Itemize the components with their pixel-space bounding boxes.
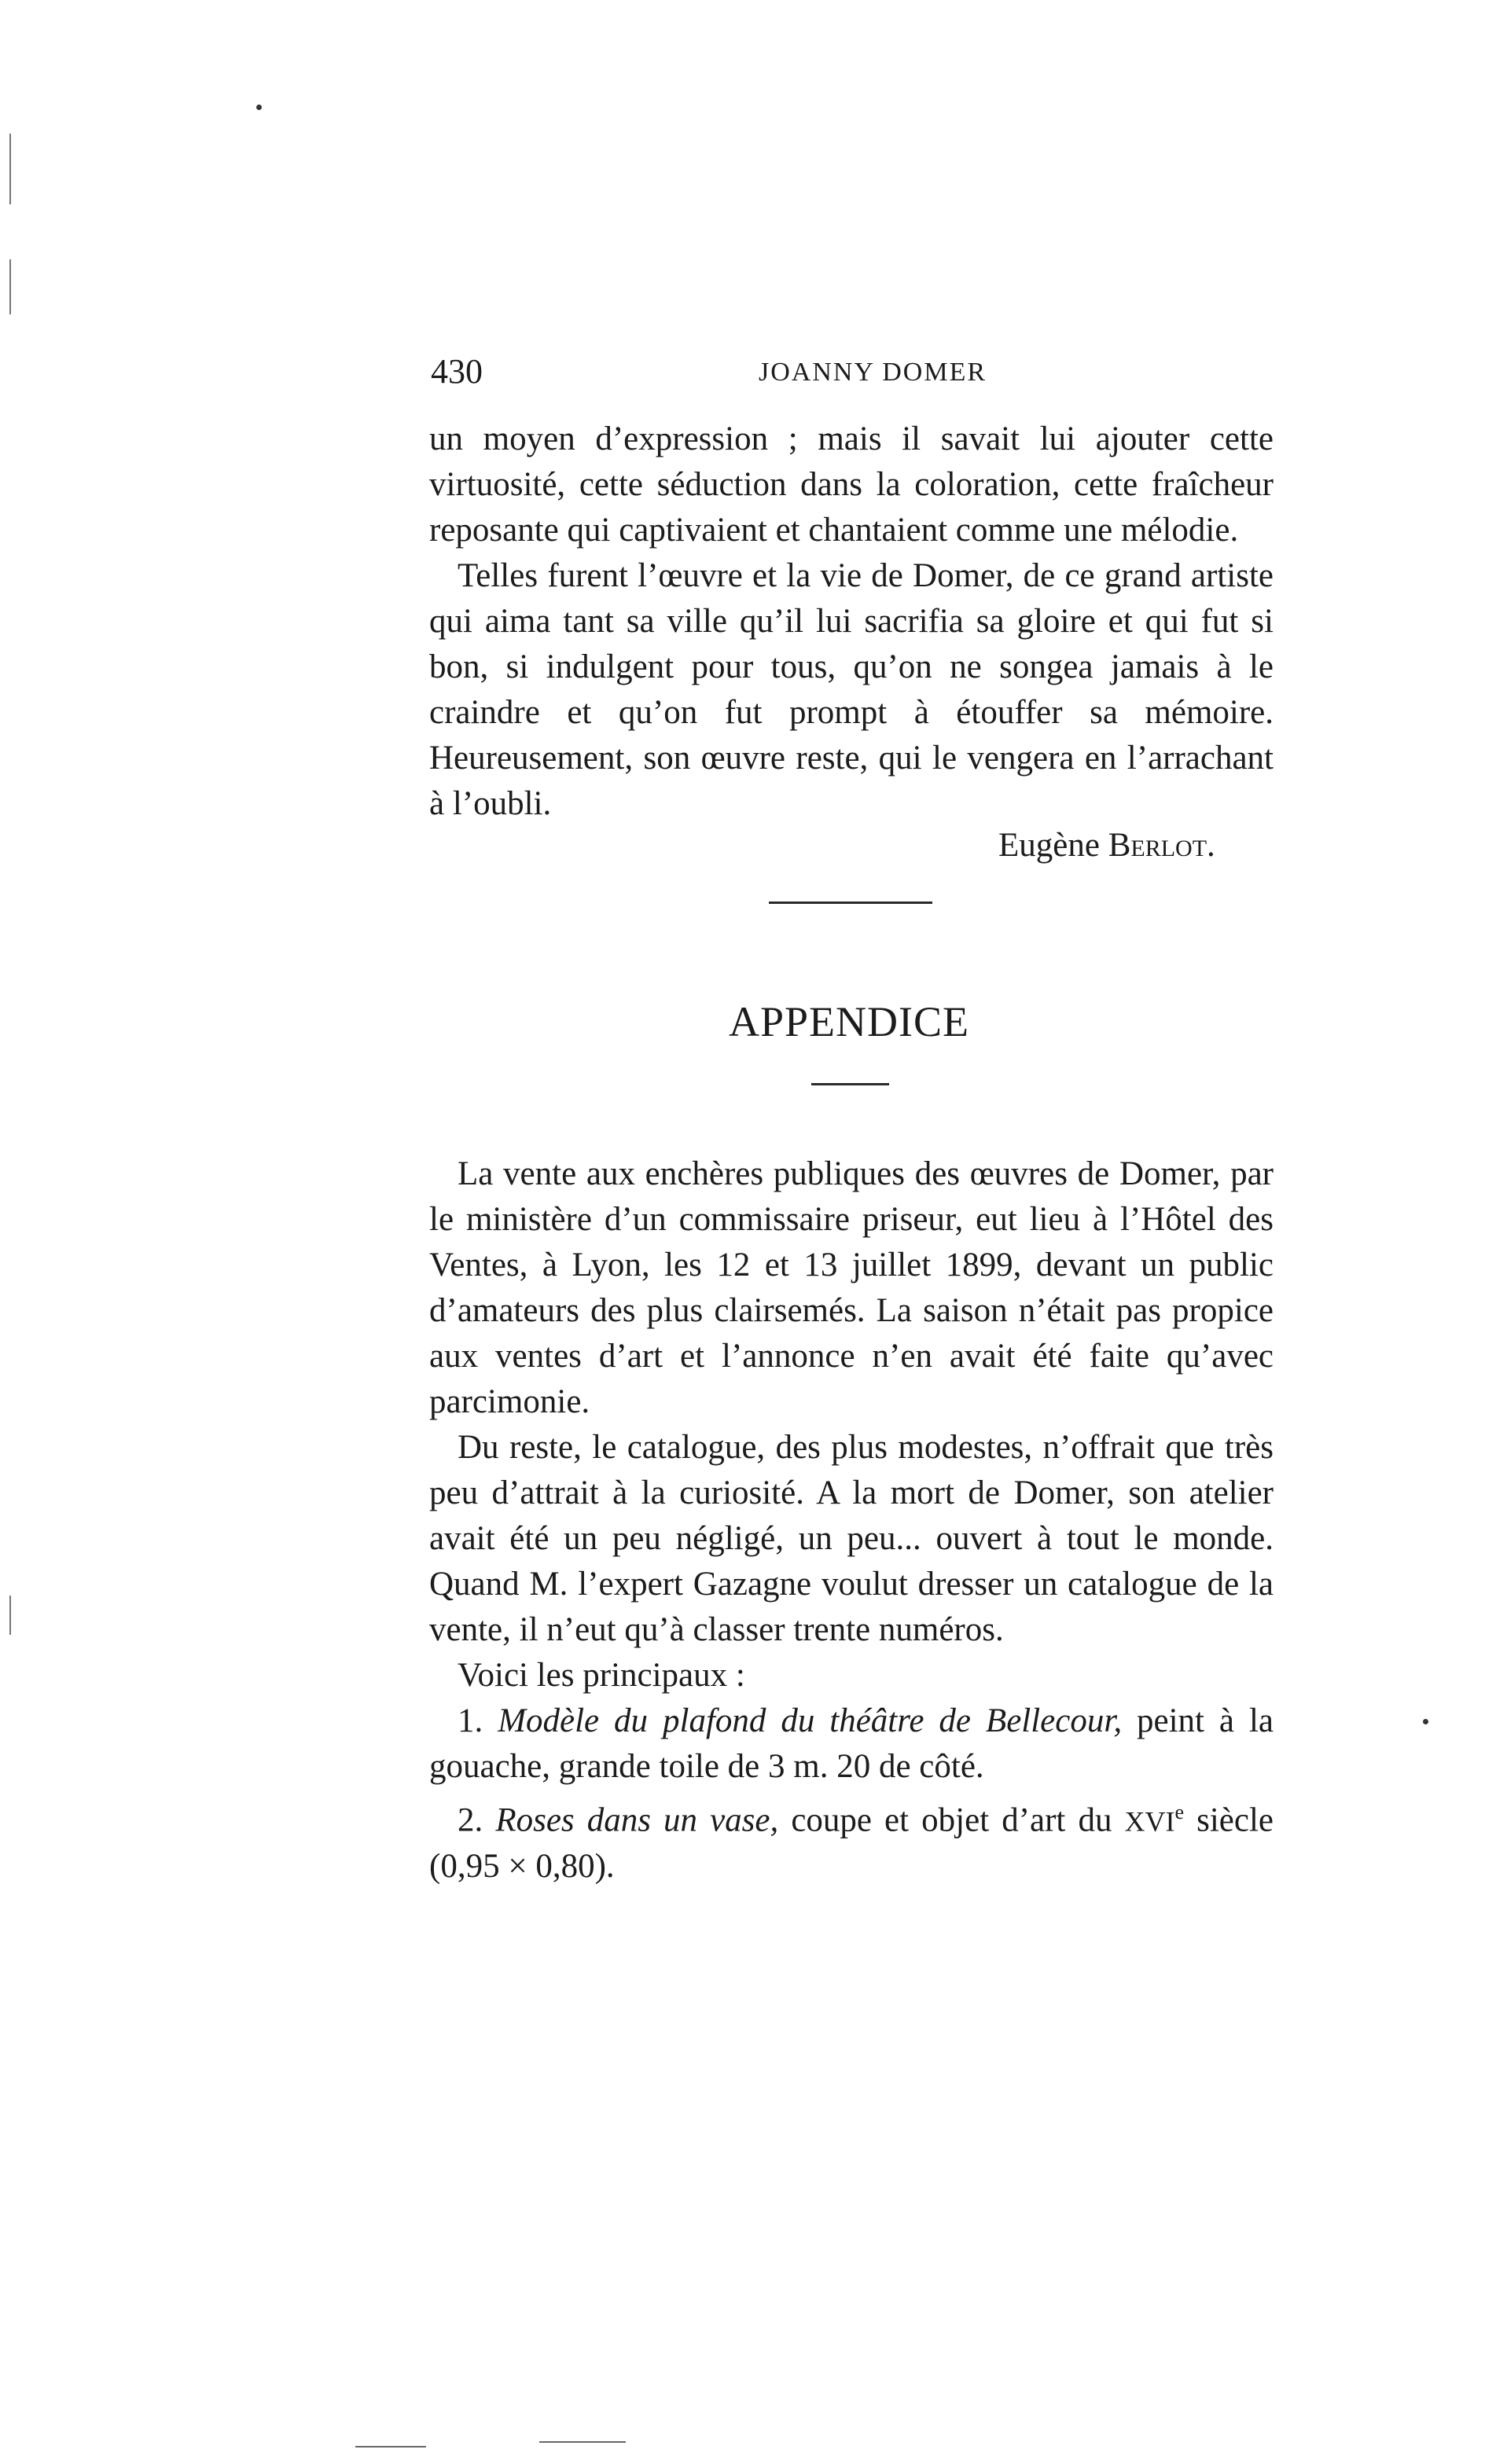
item-title: Roses dans un vase, xyxy=(495,1801,779,1839)
item-title: Modèle du plafond du théâtre de Bellecour, xyxy=(498,1702,1123,1739)
item-description-end: siècle (0,95 × 0,80). xyxy=(429,1801,1274,1886)
author-surname: Berlot. xyxy=(1108,827,1215,864)
running-title: JOANNY DOMER xyxy=(759,358,987,387)
item-description: coupe et objet d’art du xyxy=(778,1801,1125,1839)
paragraph: Voici les principaux : xyxy=(458,1657,745,1694)
scan-margin-line xyxy=(9,134,11,204)
scan-speck xyxy=(1423,1719,1428,1724)
section-divider xyxy=(769,902,932,904)
text-block-2 xyxy=(429,1151,1274,1889)
scan-margin-line xyxy=(9,1596,11,1635)
heading-underline xyxy=(811,1083,889,1085)
scan-speck xyxy=(256,105,262,110)
paragraph: Telles furent l’œuvre et la vie de Domer, de ce grand artiste qui aima tant sa ville qu’il lui sacrifia sa gloire et qui fut si bon, si indulgent pour tous, qu’on ne songea jamais à le craindre et qu’on fut prompt à étouffer sa mémoire. Heureusement, son œuvre reste, qui le vengera en l’arrachant à l’oubli. xyxy=(429,557,1274,822)
century-suffix: e xyxy=(1174,1801,1185,1823)
catalogue-item xyxy=(429,1790,1274,1889)
paragraph: un moyen d’expression ; mais il savait lui ajouter cette virtuosité, cette séduction dans la coloration, cette fraîcheur reposante qui captivaient et chantaient comme une mélodie. xyxy=(429,420,1274,549)
page-number: 430 xyxy=(431,352,483,391)
scan-margin-line xyxy=(9,259,11,314)
paragraph: Du reste, le catalogue, des plus modestes, n’offrait que très peu d’attrait à la curiosité. A la mort de Domer, son atelier avait été un peu négligé, un peu... ouvert à tout le monde. Quand M. l’expert Gazagne voulut dresser un catalogue de la vente, il n’eut qu’à classer trente numéros. xyxy=(429,1429,1274,1648)
scan-bottom-mark xyxy=(539,2441,626,2443)
scan-bottom-mark xyxy=(355,2446,426,2447)
section-heading: APPENDICE xyxy=(728,998,970,1045)
item-number: 1. xyxy=(458,1702,483,1739)
catalogue-item xyxy=(429,1698,1274,1790)
author-first-name: Eugène xyxy=(998,827,1100,864)
item-number: 2. xyxy=(458,1801,483,1839)
item-description: peint à la gouache, grande toile de 3 m. 20 de côté. xyxy=(429,1702,1274,1785)
paragraph: La vente aux enchères publiques des œuvres de Domer, par le ministère d’un commissaire priseur, eut lieu à l’Hôtel des Ventes, à Lyon, les 12 et 13 juillet 1899, devant un public d’amateurs des plus clairsemés. La saison n’était pas propice aux ventes d’art et l’annonce n’en avait été faite qu’avec parcimonie. xyxy=(429,1155,1274,1420)
text-block-1 xyxy=(429,417,1274,827)
century-numeral: XVI xyxy=(1124,1805,1175,1838)
author-signature xyxy=(998,823,1215,868)
